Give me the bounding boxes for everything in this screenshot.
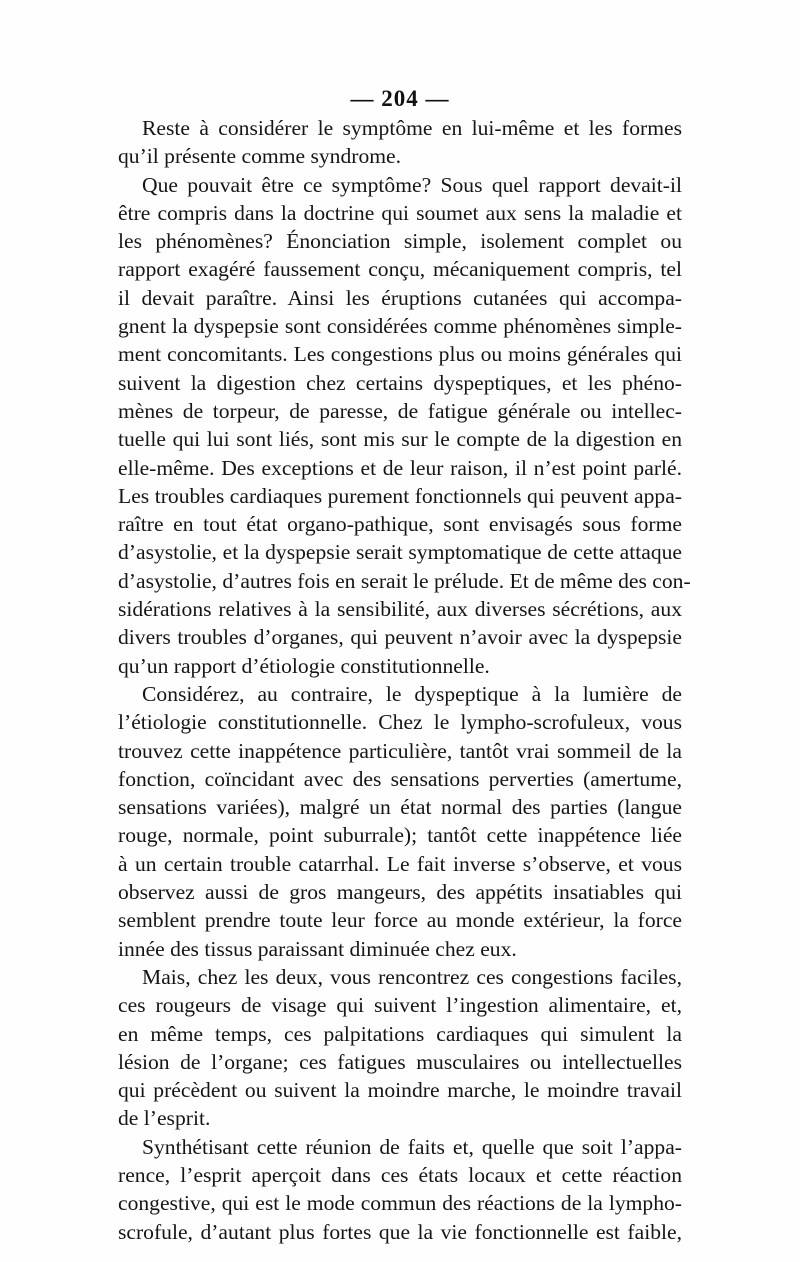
text-line: observez aussi de gros mangeurs, des appétits insatiables qui: [118, 880, 682, 905]
text-line: en même temps, ces palpitations cardiaques qui simulent la: [118, 1021, 682, 1046]
text-line: ment concomitants. Les congestions plus ou moins générales qui: [118, 342, 682, 367]
text-line: rouge, normale, point suburrale); tantôt cette inappétence liée: [118, 823, 682, 848]
text-line: rence, l’esprit aperçoit dans ces états locaux et cette réaction: [118, 1162, 682, 1187]
text-line: sidérations relatives à la sensibilité, aux diverses sécrétions, aux: [118, 597, 682, 622]
text-line: lésion de l’organe; ces fatigues musculaires ou intellectuelles: [118, 1049, 682, 1074]
paragraph-1: [118, 114, 682, 171]
text-line: congestive, qui est le mode commun des réactions de la lympho-: [118, 1191, 682, 1216]
text-line: d’asystolie, et la dyspepsie serait symptomatique de cette attaque: [118, 540, 682, 565]
text-line: gnent la dyspepsie sont considérées comme phénomènes simple-: [118, 314, 682, 339]
text-line: rapport exagéré faussement conçu, mécaniquement compris, tel: [118, 257, 682, 282]
text-line: tuelle qui lui sont liés, sont mis sur le compte de la digestion en: [118, 427, 682, 452]
paragraph-2: [118, 171, 691, 680]
text-line: Mais, chez les deux, vous rencontrez ces congestions faciles,: [142, 964, 682, 989]
text-line: mènes de torpeur, de paresse, de fatigue générale ou intellec-: [118, 398, 682, 423]
text-line: l’étiologie constitutionnelle. Chez le lympho-scrofuleux, vous: [118, 710, 682, 735]
body-text: [118, 114, 691, 1246]
text-line: sensations variées), malgré un état normal des parties (langue: [118, 795, 682, 820]
text-line: Considérez, au contraire, le dyspeptique à la lumière de: [142, 681, 682, 706]
text-line: innée des tissus paraissant diminuée chez eux.: [118, 936, 517, 961]
text-line: fonction, coïncidant avec des sensations perverties (amertume,: [118, 766, 682, 791]
paragraph-5: [118, 1133, 682, 1246]
text-line: raître en tout état organo-pathique, sont envisagés sous forme: [118, 512, 682, 537]
text-line: qu’un rapport d’étiologie constitutionnelle.: [118, 653, 490, 678]
text-line: scrofule, d’autant plus fortes que la vie fonctionnelle est faible,: [118, 1219, 682, 1244]
text-line: Les troubles cardiaques purement fonctionnels qui peuvent appa-: [118, 483, 682, 508]
text-line: les phénomènes? Énonciation simple, isolement complet ou: [118, 229, 682, 254]
text-line: trouvez cette inappétence particulière, tantôt vrai sommeil de la: [118, 738, 682, 763]
paragraph-3: [118, 680, 682, 963]
text-line: semblent prendre toute leur force au monde extérieur, la force: [118, 908, 682, 933]
page-number: — 204 —: [350, 86, 450, 111]
text-line: à un certain trouble catarrhal. Le fait inverse s’observe, et vous: [118, 851, 682, 876]
text-line: de l’esprit.: [118, 1106, 211, 1131]
text-line: être compris dans la doctrine qui soumet aux sens la maladie et: [118, 200, 682, 225]
text-line: divers troubles d’organes, qui peuvent n’avoir avec la dyspepsie: [118, 625, 682, 650]
text-line: elle-même. Des exceptions et de leur raison, il n’est point parlé.: [118, 455, 682, 480]
text-line: d’asystolie, d’autres fois en serait le prélude. Et de même des con-: [118, 568, 691, 593]
text-line: il devait paraître. Ainsi les éruptions cutanées qui accompa-: [118, 285, 682, 310]
text-line: Synthétisant cette réunion de faits et, quelle que soit l’appa-: [142, 1134, 682, 1159]
text-line: Que pouvait être ce symptôme? Sous quel rapport devait-il: [142, 172, 682, 197]
paragraph-4: [118, 963, 682, 1133]
text-line: qu’il présente comme syndrome.: [118, 144, 402, 169]
text-line: qui précèdent ou suivent la moindre marche, le moindre travail: [118, 1078, 682, 1103]
text-line: ces rougeurs de visage qui suivent l’ingestion alimentaire, et,: [118, 993, 682, 1018]
text-line: suivent la digestion chez certains dyspeptiques, et les phéno-: [118, 370, 682, 395]
text-line: Reste à considérer le symptôme en lui-même et les formes: [142, 116, 682, 140]
